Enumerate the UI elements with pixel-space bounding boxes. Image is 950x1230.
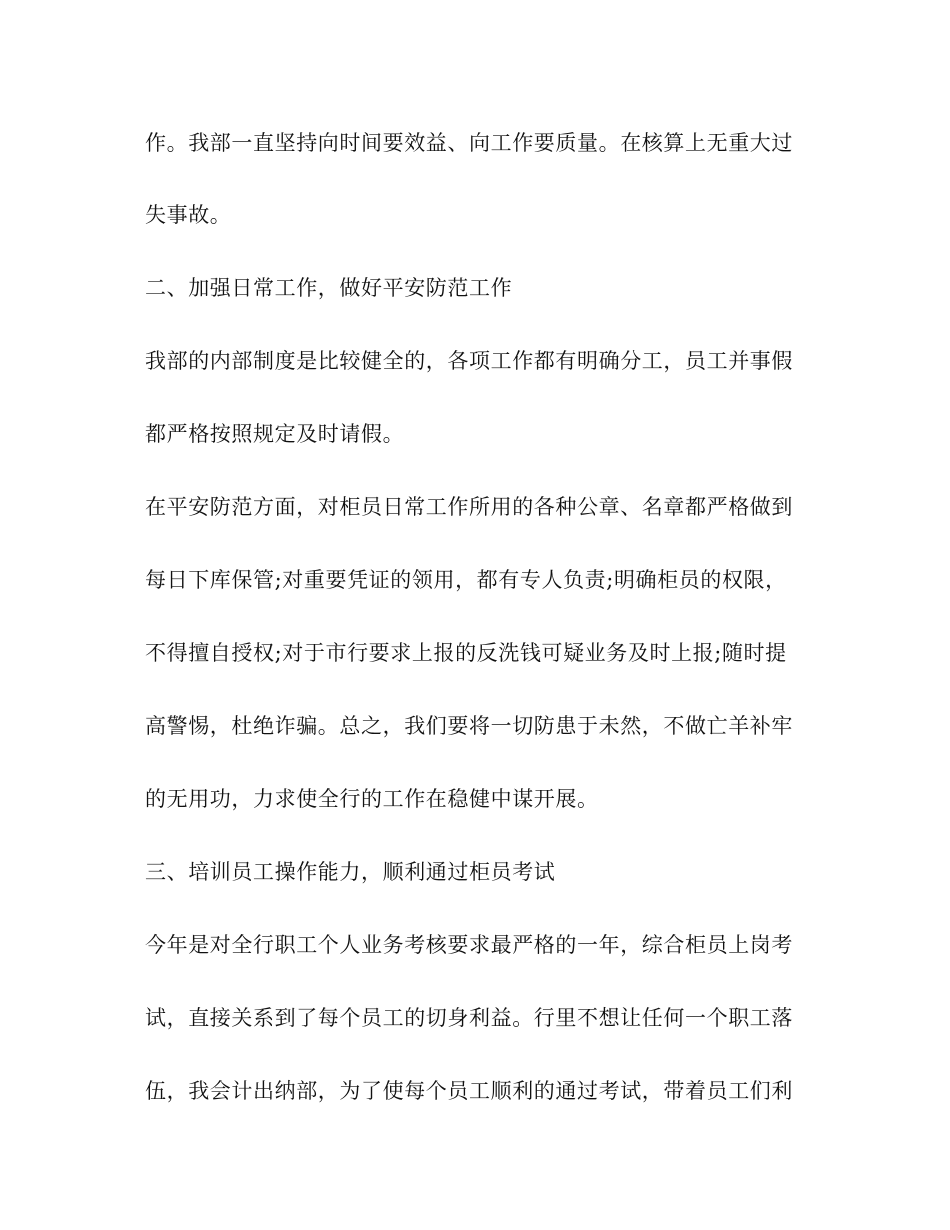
body-text-line: 每日下库保管;对重要凭证的领用，都有专人负责;明确柜员的权限， (145, 568, 787, 592)
body-text-line: 伍，我会计出纳部，为了使每个员工顺利的通过考试，带着员工们利 (145, 1079, 793, 1103)
body-text-line: 失事故。 (145, 203, 232, 227)
section-heading: 二、加强日常工作，做好平安防范工作 (145, 276, 513, 300)
body-text-line: 的无用功，力求使全行的工作在稳健中谋开展。 (145, 787, 599, 811)
body-text-line: 今年是对全行职工个人业务考核要求最严格的一年，综合柜员上岗考 (145, 933, 793, 957)
body-text-line: 在平安防范方面，对柜员日常工作所用的各种公章、名章都严格做到 (145, 495, 793, 519)
body-text-line: 都严格按照规定及时请假。 (145, 422, 405, 446)
section-heading: 三、培训员工操作能力，顺利通过柜员考试 (145, 860, 556, 884)
body-text-line: 我部的内部制度是比较健全的，各项工作都有明确分工，员工并事假 (145, 349, 793, 373)
body-text-line: 高警惕，杜绝诈骗。总之，我们要将一切防患于未然，不做亡羊补牢 (145, 714, 793, 738)
body-text-line: 不得擅自授权;对于市行要求上报的反洗钱可疑业务及时上报;随时提 (145, 641, 787, 665)
body-text-line: 作。我部一直坚持向时间要效益、向工作要质量。在核算上无重大过 (145, 131, 793, 155)
body-text-line: 试，直接关系到了每个员工的切身利益。行里不想让任何一个职工落 (145, 1006, 793, 1030)
